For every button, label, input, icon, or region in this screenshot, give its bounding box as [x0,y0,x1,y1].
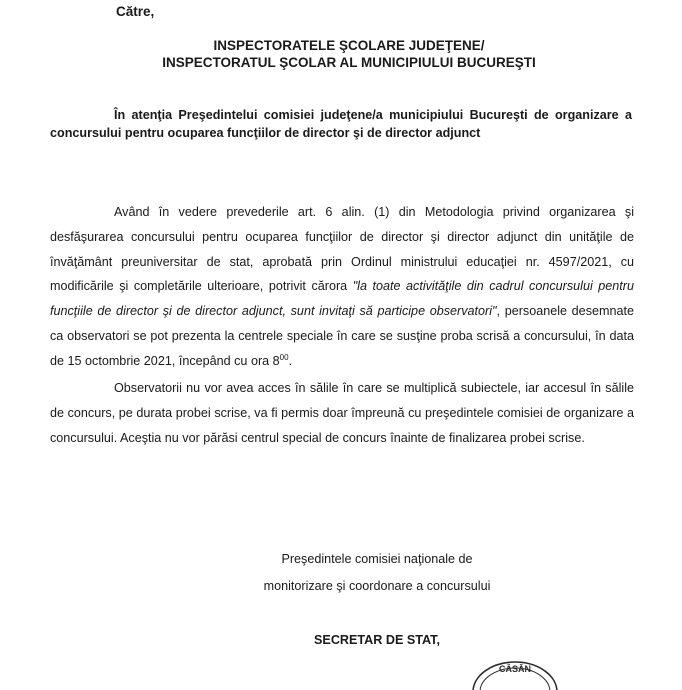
hour-superscript: 00 [279,352,289,362]
greeting: Către, [116,4,155,19]
paragraph-1-end: . [288,353,293,368]
official-stamp [470,650,560,690]
paragraph-1-text-a: Având în vedere prevederile art. 6 alin. (1) din Metodologia privind organizarea şi desfăşurarea concursului pentru ocuparea funcţiilor de director şi director adjunct din unităţile de învăţământ preuniversitar de stat, aprobată prin Ordinul ministrului educaţiei nr. 4597/2021, cu modificările şi completările ulterioare, potrivit cărora [50,205,634,294]
body-paragraph-2: Observatorii nu vor avea acces în sălile în care se multiplică subiectele, iar accesul în sălile de concurs, pe durata probei scrise, va fi permis doar împreună cu preşedintele comisiei de organizare a concursului. Aceştia nu vor părăsi centrul special de concurs înainte de finalizarea probei scrise. [50,381,634,445]
signature-line-1: Preşedintele comisiei naţionale de [281,552,473,566]
stamp-text: CÂSĂN [498,664,532,674]
signature-line-2: monitorizare şi coordonare a concursului [263,579,491,593]
attention-line: În atenţia Preşedintelui comisiei judeţene/a municipiului Bucureşti de organizare a concursului pentru ocuparea funcţiilor de director şi de director adjunct [50,108,632,140]
body-paragraph-1 [50,200,634,374]
addressee-line-2: INSPECTORATUL ŞCOLAR AL MUNICIPIULUI BUCUREŞTI [162,55,536,70]
signature-title: SECRETAR DE STAT, [314,633,440,647]
addressee-line-1: INSPECTORATELE ŞCOLARE JUDEŢENE/ [213,38,485,53]
paragraph-1-text-b: , persoanele desemnate ca observatori se pot prezenta la centrele speciale în care se susţine proba scrisă a concursului, în data de 15 octombrie 2021, începând cu ora 8 [50,304,634,368]
paragraph-1-quote: "la toate activităţile din cadrul concursului pentru funcţiile de director şi de director adjunct, sunt invitaţi să participe observatori" [50,279,634,319]
